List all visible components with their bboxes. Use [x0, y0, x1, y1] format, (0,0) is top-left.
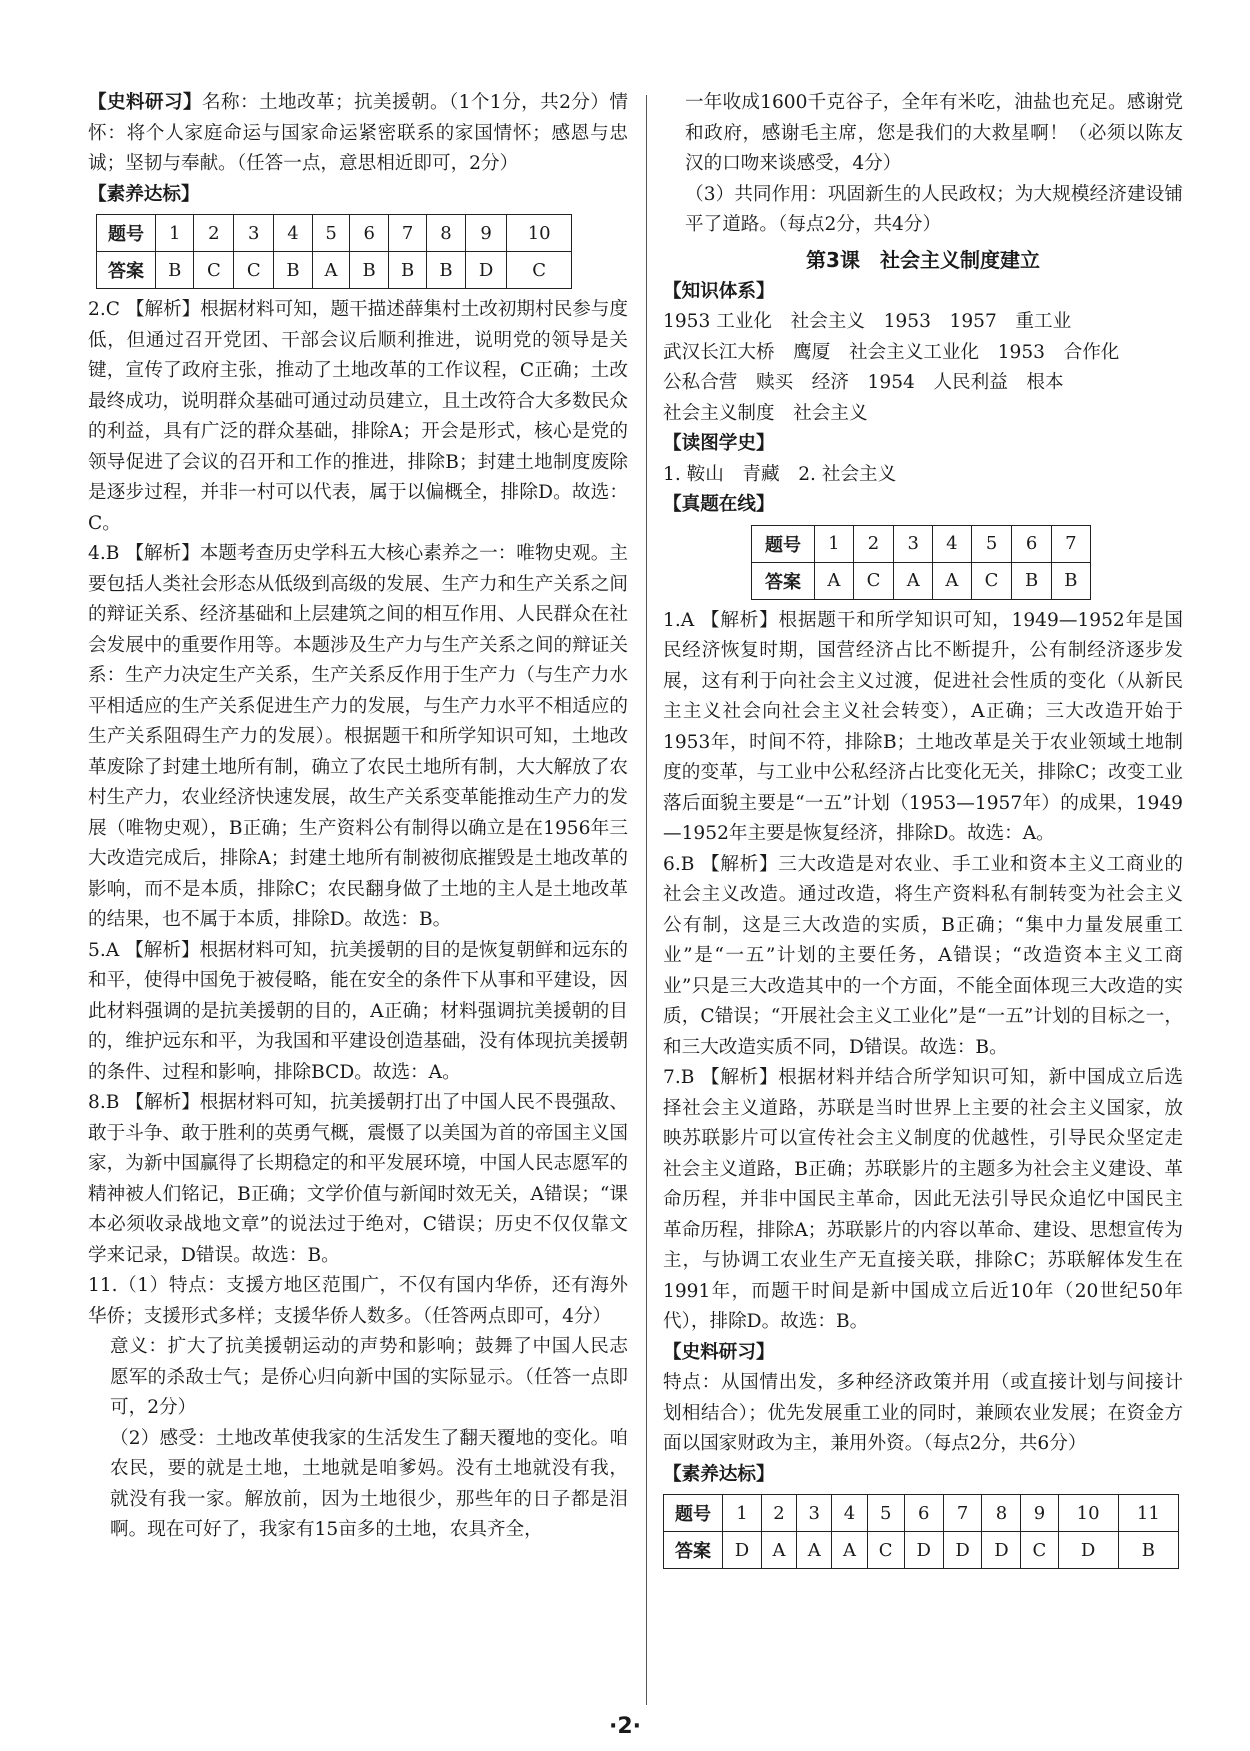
table-cell: C [507, 252, 572, 289]
answer-table-zhenti [751, 525, 1091, 600]
table-cell: D [943, 1532, 982, 1569]
answer-q8: 8.B 【解析】根据材料可知，抗美援朝打出了中国人民不畏强敌、敢于斗争、敢于胜利的英勇气概，震慑了以美国为首的帝国主义国家，为新中国赢得了长期稳定的和平发展环境，中国人民志愿军的精神被人们铭记，B正确；文学价值与新闻时效无关，A错误；“课本必须收录战地文章”的说法过于绝对，C错误；历史不仅仅靠文学来记录，D错误。故选：B。 [88, 1092, 628, 1266]
table-cell: C [194, 252, 234, 289]
table-cell: 4 [832, 1495, 867, 1532]
shiliao-text-right: 特点：从国情出发，多种经济政策并用（或直接计划与间接计划相结合）；优先发展重工业的同时，兼顾农业发展；在资金方面以国家财政为主，兼用外资。（每点2分，共6分） [663, 1372, 1183, 1454]
answer-q5: 5.A 【解析】根据材料可知，抗美援朝的目的是恢复朝鲜和远东的和平，使得中国免于被侵略，能在安全的条件下从事和平建设，因此材料强调的是抗美援朝的目的，A正确；材料强调抗美援朝的目的，维护远东和平，为我国和平建设创造基础，没有体现抗美援朝的条件、过程和影响，排除BCD。故选：A。 [88, 939, 628, 1083]
table-cell: 1 [815, 525, 854, 562]
table-cell: 5 [312, 215, 350, 252]
table-cell: C [1021, 1532, 1058, 1569]
table-cell: B [156, 252, 194, 289]
table-label-answer: 答案 [664, 1532, 723, 1569]
answer-r-q7: 7.B 【解析】根据材料并结合所学知识可知，新中国成立后选择社会主义道路，苏联是当时世界上主要的社会主义国家，放映苏联影片可以宣传社会主义制度的优越性，引导民众坚定走社会主义道路，B正确；苏联影片的主题多为社会主义建设、革命历程，并非中国民主革命，因此无法引导民众追忆中国民主革命历程，排除A；苏联影片的内容以革命、建设、思想宣传为主，与协调工农业生产无直接关联，排除C；苏联解体发生在1991年，而题干时间是新中国成立后近10年（20世纪50年代），排除D。故选：B。 [663, 1067, 1183, 1332]
suyang-heading-right: 【素养达标】 [663, 1463, 775, 1485]
zhishi-line: 武汉长江大桥 鹰厦 社会主义工业化 1953 合作化 [663, 341, 1120, 363]
table-cell: 9 [1021, 1495, 1058, 1532]
table-cell: 7 [943, 1495, 982, 1532]
table-label-number: 题号 [752, 525, 815, 562]
table-cell: A [797, 1532, 832, 1569]
shiliao-heading: 【史料研习】 [88, 92, 202, 113]
table-cell: 8 [982, 1495, 1021, 1532]
table-cell: D [723, 1532, 762, 1569]
answer-table-suyang [663, 1494, 1179, 1569]
table-label-number: 题号 [664, 1495, 723, 1532]
table-cell: C [853, 562, 894, 599]
answer-q11-1b: 意义：扩大了抗美援朝运动的声势和影响；鼓舞了中国人民志愿军的杀敌士气；是侨心归向新中国的实际显示。（任答一点即可，2分） [110, 1336, 628, 1418]
answer-q11-2: （2）感受：土地改革使我家的生活发生了翻天覆地的变化。咱农民，要的就是土地，土地就是咱爹妈。没有土地就没有我，就没有我一家。解放前，因为土地很少，那些年的日子都是泪啊。现在可好了，我家有15亩多的土地，农具齐全， [110, 1427, 628, 1540]
table-cell: 6 [904, 1495, 943, 1532]
answer-r-q6: 6.B 【解析】三大改造是对农业、手工业和资本主义工商业的社会主义改造。通过改造，将生产资料私有制转变为社会主义公有制，这是三大改造的实质，B正确；“集中力量发展重工业”是“一五”计划的主要任务，A错误；“改造资本主义工商业”只是三大改造其中的一个方面，不能全面体现三大改造的实质，C错误；“开展社会主义工业化”是“一五”计划的目标之一，和三大改造实质不同，D错误。故选：B。 [663, 853, 1183, 1058]
answer-q2: 2.C 【解析】根据材料可知，题干描述薛集村土改初期村民参与度低，但通过召开党团、干部会议后顺利推进，说明党的领导是关键，宣传了政府主张，推动了土地改革的工作议程，C正确；土改最终成功，说明群众基础可通过动员建立，且土改符合大多数民众的利益，具有广泛的群众基础，排除A；开会是形式，核心是党的领导促进了会议的召开和工作的推进，排除B；封建土地制度废除是逐步过程，并非一村可以代表，属于以偏概全，排除D。故选：C。 [88, 299, 628, 534]
table-label-number: 题号 [97, 215, 156, 252]
table-cell: 8 [427, 215, 465, 252]
table-cell: 9 [465, 215, 507, 252]
answer-q11-1a: 11.（1）特点：支援方地区范围广，不仅有国内华侨，还有海外华侨；支援形式多样；支援华侨人数多。（任答两点即可，4分） [88, 1275, 628, 1327]
table-cell: 3 [894, 525, 933, 562]
table-cell: 7 [1051, 525, 1090, 562]
right-column [663, 88, 1183, 1575]
suyang-heading: 【素养达标】 [88, 183, 200, 205]
table-row-numbers [664, 1495, 1179, 1532]
table-cell: C [971, 562, 1012, 599]
answer-r-q1: 1.A 【解析】根据题干和所学知识可知，1949—1952年是国民经济恢复时期，国营经济占比不断提升，公有制经济逐步发展，这有利于向社会主义过渡，促进社会性质的变化（从新民主主义社会向社会主义社会转变），A正确；三大改造开始于1953年，时间不符，排除B；土地改革是关于农业领域土地制度的变革，与工业中公私经济占比变化无关，排除C；改变工业落后面貌主要是“一五”计划（1953—1957年）的成果，1949—1952年主要是恢复经济，排除D。故选：A。 [663, 609, 1183, 844]
left-column [88, 88, 628, 1546]
zhishi-heading: 【知识体系】 [663, 280, 775, 302]
table-cell: 6 [1012, 525, 1051, 562]
table-cell: 4 [933, 525, 972, 562]
lesson-title: 第3课 社会主义制度建立 [806, 247, 1040, 272]
table-cell: B [1118, 1532, 1178, 1569]
table-row-answers [752, 562, 1091, 599]
table-cell: 1 [723, 1495, 762, 1532]
table-cell: 7 [388, 215, 426, 252]
table-cell: D [465, 252, 507, 289]
table-cell: B [1051, 562, 1090, 599]
shiliao-section [88, 88, 628, 180]
zhishi-line: 社会主义制度 社会主义 [663, 402, 868, 424]
answer-q4: 4.B 【解析】本题考查历史学科五大核心素养之一：唯物史观。主要包括人类社会形态从低级到高级的发展、生产力和生产关系之间的辩证关系、经济基础和上层建筑之间的相互作用、人民群众在社会发展中的重要作用等。本题涉及生产力与生产关系之间的辩证关系：生产力决定生产关系，生产关系反作用于生产力（与生产力水平相适应的生产关系促进生产力的发展，与生产力水平不相适应的生产关系阻碍生产力的发展）。根据题干和所学知识可知，土地改革废除了封建土地所有制，确立了农民土地所有制，大大解放了农村生产力，农业经济快速发展，故生产关系变革能推动生产力的发展（唯物史观），B正确；生产资料公有制得以确立是在1956年三大改造完成后，排除A；封建土地所有制被彻底摧毁是土地改革的影响，而不是本质，排除C；农民翻身做了土地的主人是土地改革的结果，也不属于本质，排除D。故选：B。 [88, 543, 628, 930]
shiliao-heading-right: 【史料研习】 [663, 1341, 775, 1363]
table-cell: 5 [971, 525, 1012, 562]
table-cell: A [832, 1532, 867, 1569]
table-cell: D [982, 1532, 1021, 1569]
table-cell: B [427, 252, 465, 289]
table-cell: B [388, 252, 426, 289]
table-cell: 10 [507, 215, 572, 252]
table-cell: D [1058, 1532, 1118, 1569]
answer-q11-2-cont: 一年收成1600千克谷子，全年有米吃，油盐也充足。感谢党和政府，感谢毛主席，您是我们的大救星啊！（必须以陈友汉的口吻来谈感受，4分） [685, 92, 1183, 174]
table-cell: A [933, 562, 972, 599]
page-number: ·2· [608, 1714, 642, 1739]
table-cell: C [234, 252, 274, 289]
table-cell: D [904, 1532, 943, 1569]
table-row-answers [97, 252, 572, 289]
shiliao-text: 名称：土地改革；抗美援朝。（1个1分，共2分）情怀：将个人家庭命运与国家命运紧密联系的家国情怀；感恩与忠诚；坚韧与奉献。（任答一点，意思相近即可，2分） [88, 92, 628, 174]
table-cell: 5 [867, 1495, 904, 1532]
column-divider [646, 95, 647, 1705]
table-cell: 2 [853, 525, 894, 562]
table-cell: 1 [156, 215, 194, 252]
table-cell: C [867, 1532, 904, 1569]
table-cell: 10 [1058, 1495, 1118, 1532]
answer-q11-3: （3）共同作用：巩固新生的人民政权；为大规模经济建设铺平了道路。（每点2分，共4分） [685, 183, 1183, 235]
table-cell: A [894, 562, 933, 599]
table-cell: A [761, 1532, 796, 1569]
table-cell: 11 [1118, 1495, 1178, 1532]
table-row-numbers [97, 215, 572, 252]
zhishi-line: 1953 工业化 社会主义 1953 1957 重工业 [663, 311, 1072, 332]
table-cell: 3 [234, 215, 274, 252]
table-cell: B [350, 252, 388, 289]
table-cell: A [815, 562, 854, 599]
table-cell: B [1012, 562, 1051, 599]
zhenti-heading: 【真题在线】 [663, 494, 775, 515]
dutu-text: 1. 鞍山 青藏 2. 社会主义 [663, 463, 897, 485]
zhishi-line: 公私合营 赎买 经济 1954 人民利益 根本 [663, 372, 1064, 393]
table-cell: 4 [274, 215, 312, 252]
table-row-numbers [752, 525, 1091, 562]
table-cell: 2 [194, 215, 234, 252]
table-cell: A [312, 252, 350, 289]
table-cell: 2 [761, 1495, 796, 1532]
table-cell: 6 [350, 215, 388, 252]
answer-table-left [96, 214, 572, 289]
table-cell: B [274, 252, 312, 289]
table-cell: 3 [797, 1495, 832, 1532]
table-row-answers [664, 1532, 1179, 1569]
table-label-answer: 答案 [97, 252, 156, 289]
dutu-heading: 【读图学史】 [663, 433, 775, 454]
table-label-answer: 答案 [752, 562, 815, 599]
